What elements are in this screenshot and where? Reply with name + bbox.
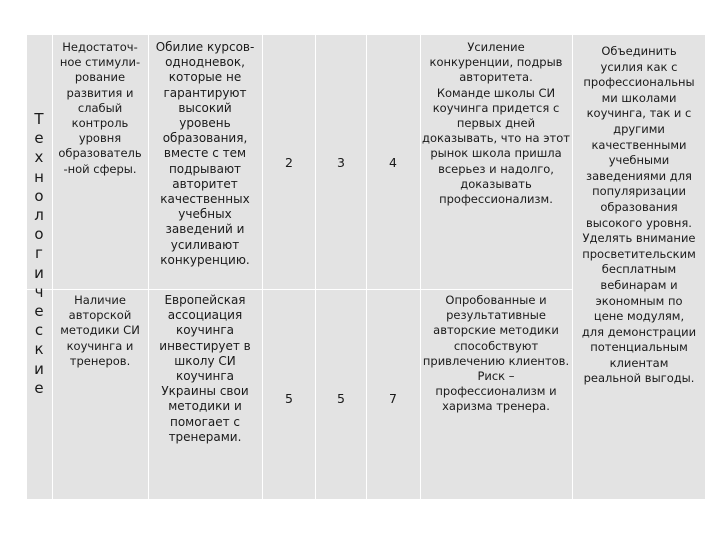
- column-divider: [262, 35, 263, 499]
- row2-weakness-cell: Наличие авторской методики СИ коучинга и тренеров.: [60, 293, 140, 368]
- row1-score-2: 3: [337, 155, 345, 170]
- row2-effect-cell: Опробованные и результативные авторские методики способствуют привлечению клиентов. Риск – профессионализм и харизма тренера.: [422, 293, 570, 414]
- column-divider: [315, 35, 316, 499]
- side-label-technological: Т е х н о л о г и ч е с к и е: [34, 110, 44, 397]
- row1-score-3: 4: [389, 155, 397, 170]
- row2-score-1: 5: [285, 391, 293, 406]
- column-divider: [366, 35, 367, 499]
- row1-weakness-cell: Недостаточ- ное стимули- рование развития и слабый контроль уровня образователь -ной сферы.: [58, 40, 142, 176]
- recommendation-cell: Объединить усилия как с профессиональны ми школами коучинга, так и с другими качественными учебными заведениями для популяризации образования высокого уровня. Уделять внимание просветительским бесплатным вебинарам и экономным по цене модулям, для демонстрации потенциальным клиентам реальной выгоды.: [581, 44, 697, 386]
- row1-effect-cell: Усиление конкуренции, подрыв авторитета. Команде школы СИ коучинга придется с первых дней доказывать, что на этот рынок школа пришла всерьез и надолго, доказывать профессионализм.: [422, 40, 570, 207]
- row2-threat-cell: Европейская ассоциация коучинга инвестирует в школу СИ коучинга Украины свои методики и помогает с тренерами.: [159, 293, 251, 444]
- row1-score-1: 2: [285, 155, 293, 170]
- row2-score-3: 7: [389, 391, 397, 406]
- row1-threat-cell: Обилие курсов- однодневок, которые не гарантируют высокий уровень образования, вместе с тем подрывают авторитет качественных учебных заведений и усиливают конкуренцию.: [155, 40, 255, 267]
- row2-score-2: 5: [337, 391, 345, 406]
- row-divider: [27, 289, 572, 290]
